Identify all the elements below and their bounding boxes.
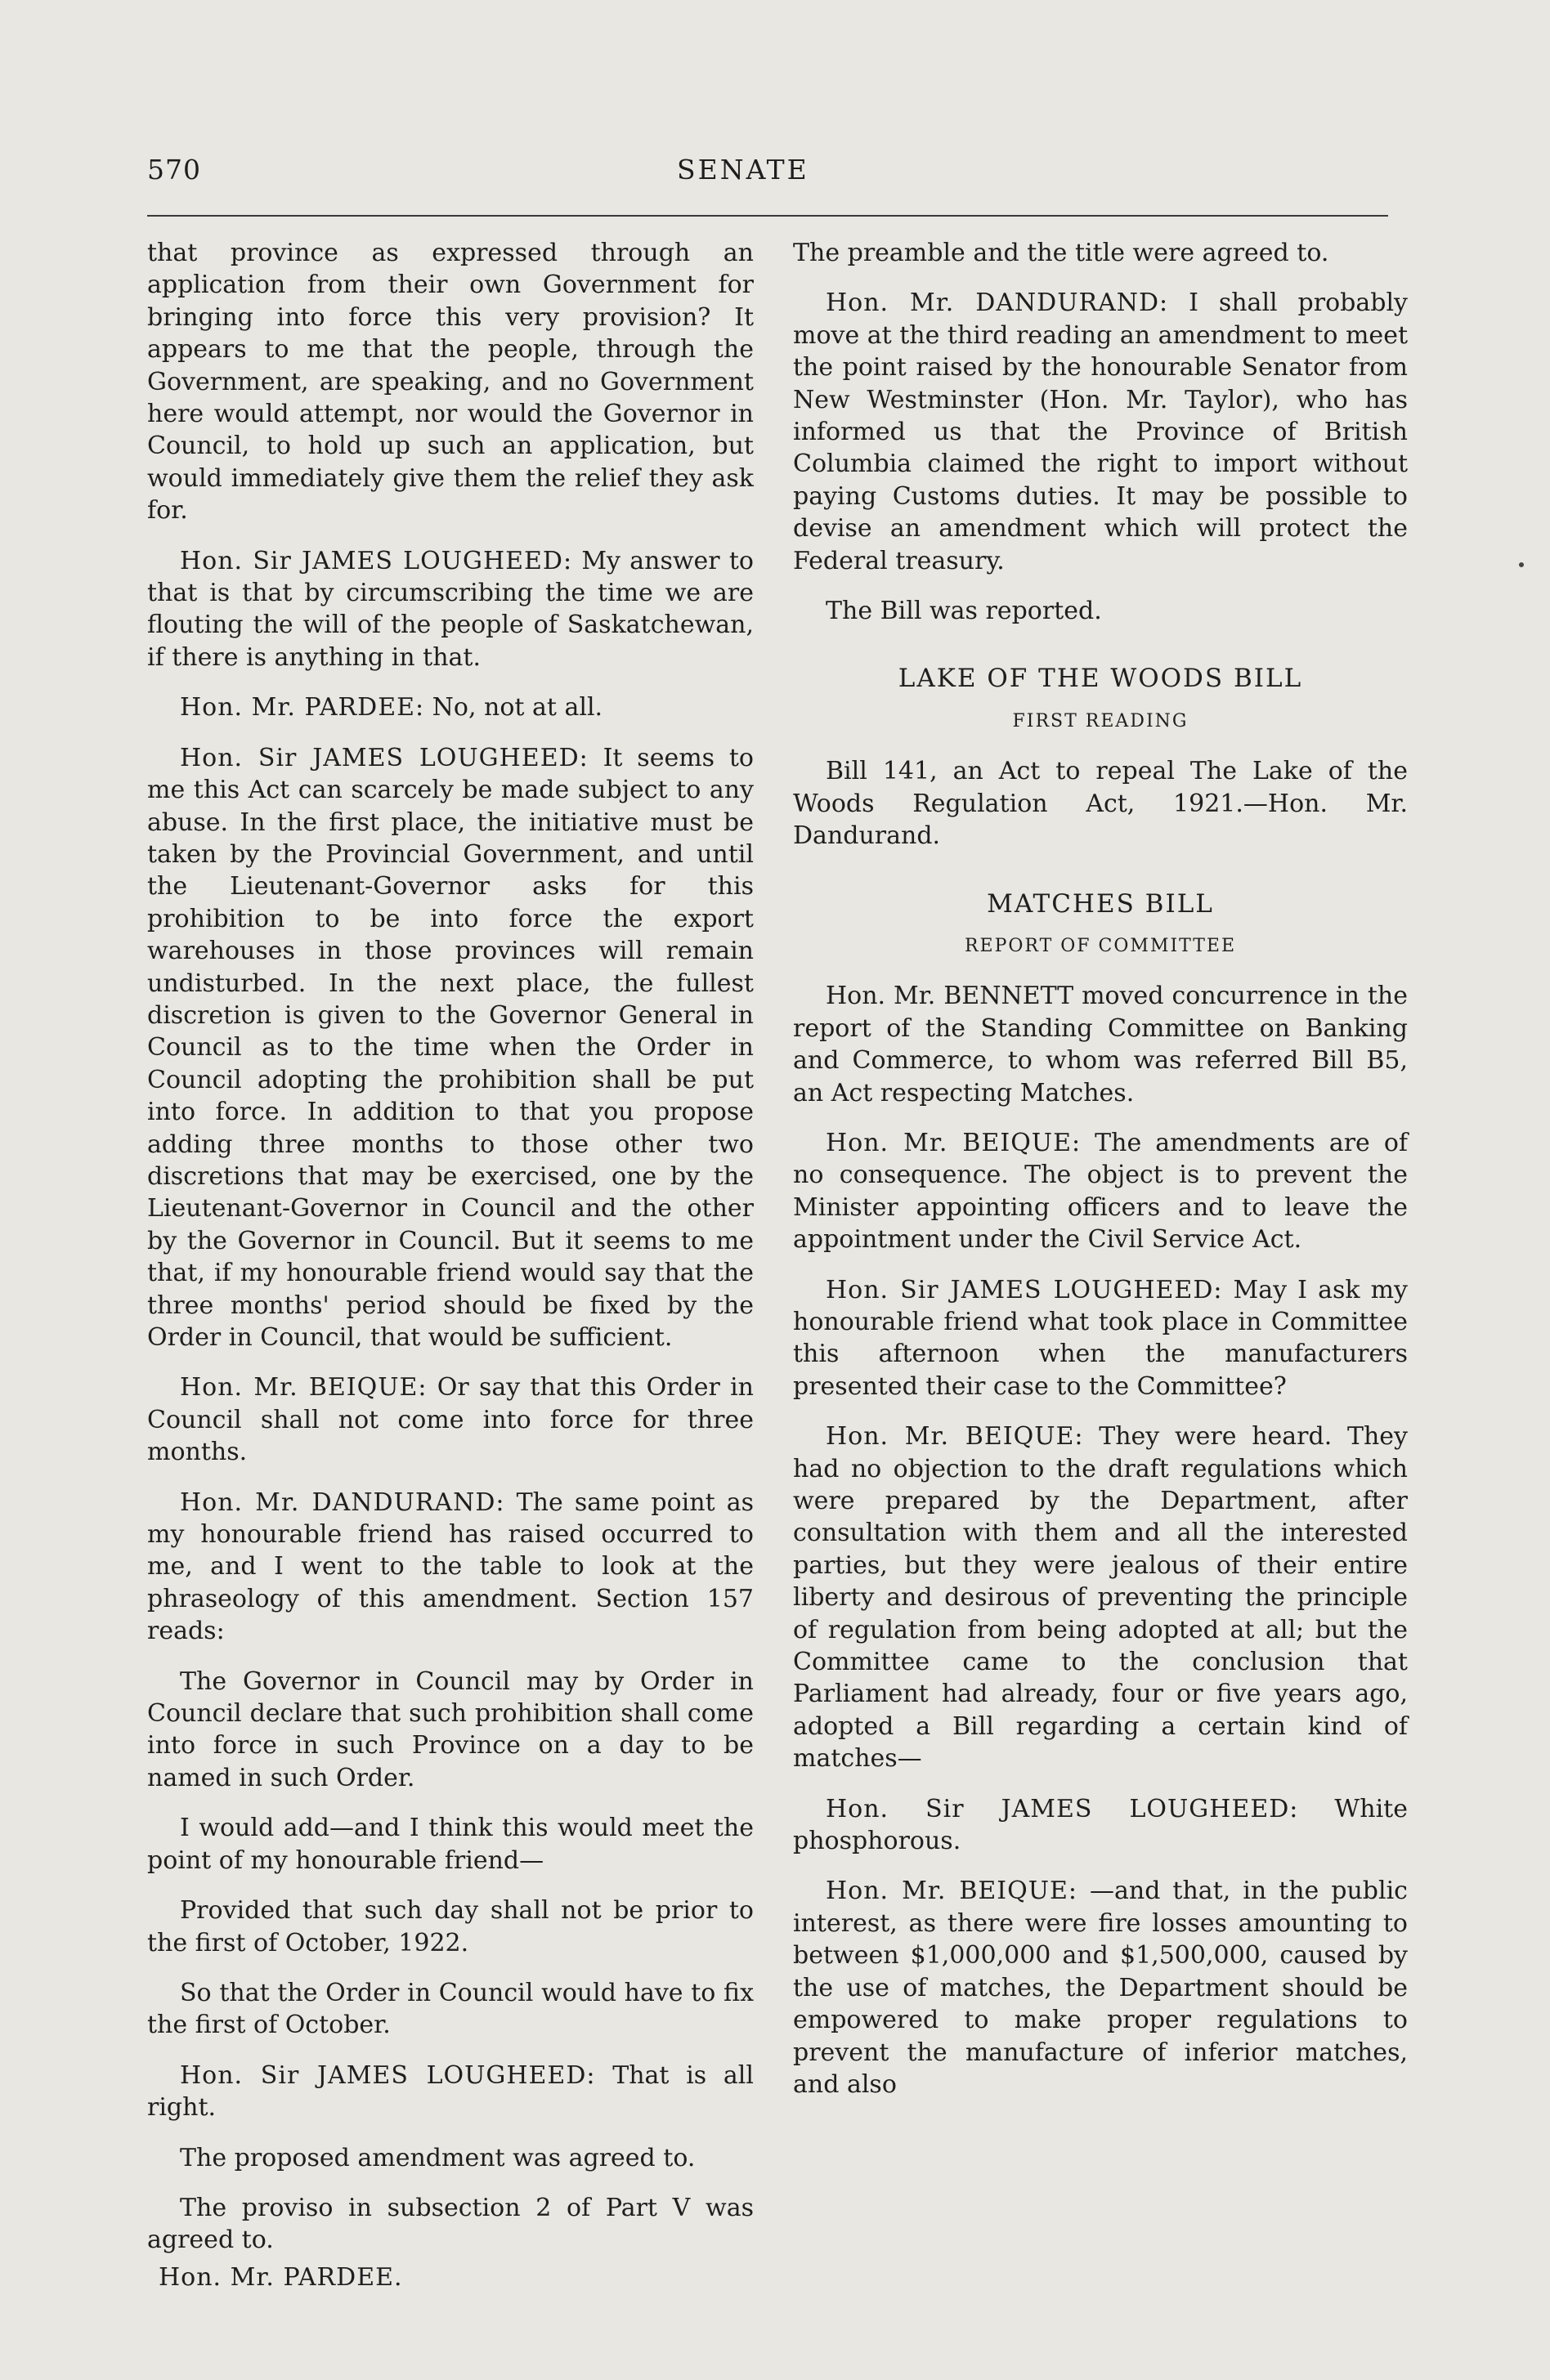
paragraph <box>793 1127 1408 1256</box>
speaker-name: Hon. Sir JAMES LOUGHEED: <box>180 743 589 772</box>
paragraph-text: It seems to me this Act can scarcely be made subject to any abuse. In the first place, the initiative must be taken by the Provincial Government, and until the Lieutenant-Governor asks for this prohibition to be into force the export warehouses in those provinces will remain undisturbed. In the next place, the fullest discretion is given to the Governor General in Council as to the time when the Order in Council adopting the prohibition shall be put into force. In addition to that you propose adding three months to those other two discretions that may be exercised, one by the Lieutenant-Governor in Council and the other by the Governor in Council. But it seems to me that, if my honourable friend would say that the three months' period should be fixed by the Order in Council, that would be sufficient. <box>147 743 754 1352</box>
paragraph: I would add—and I think this would meet the point of my honourable friend— <box>147 1814 754 1875</box>
paragraph <box>793 287 1408 577</box>
paragraph-text: —and that, in the public interest, as there were fire losses amounting to between $1,000,000 and $1,500,000, caused by the use of matches, the Department should be empowered to make proper regulations to prevent the manufacture of inferior matches, and also <box>793 1877 1408 2099</box>
paragraph <box>793 1420 1408 1774</box>
speaker-name: Hon. Mr. BEIQUE: <box>826 1128 1082 1157</box>
section-subheading: REPORT OF COMMITTEE <box>964 935 1237 956</box>
left-column <box>147 237 754 2293</box>
paragraph: The proviso in subsection 2 of Part V was agreed to. <box>147 2193 754 2255</box>
speaker-name: Hon. Sir JAMES LOUGHEED: <box>180 2060 596 2090</box>
paragraph-text: That is all right. <box>147 2060 754 2123</box>
paragraph-text: Or say that this Order in Council shall not come into force for three months. <box>147 1373 754 1467</box>
paragraph-text: The amendments are of no consequence. The object is to prevent the Minister appointing officers and to leave the appointment under the Civil Service Act. <box>793 1128 1408 1255</box>
paragraph-text: White phosphorous. <box>793 1794 1408 1856</box>
speck-mark <box>1519 562 1524 567</box>
speaker-name: Hon. Mr. BEIQUE: <box>180 1373 428 1402</box>
paragraph: The Bill was reported. <box>826 597 1102 626</box>
paragraph: Hon. Mr. BENNETT moved concurrence in the report of the Standing Committee on Banking and Commerce, to whom was referred Bill B5, an Act respecting Matches. <box>793 982 1408 1107</box>
page-header <box>147 154 1390 186</box>
quoted-text: The Governor in Council may by Order in Council declare that such prohibition shall come into force in such Province on a day to be named in such Order. <box>147 1666 754 1792</box>
speaker-name: Hon. Sir JAMES LOUGHEED: <box>826 1275 1223 1304</box>
paragraph-text: May I ask my honourable friend what took place in Committee this afternoon when the manufacturers presented their case to the Committee? <box>793 1275 1408 1401</box>
page-number: 570 <box>147 154 201 186</box>
paragraph: So that the Order in Council would have to fix the first of October. <box>147 1978 754 2040</box>
paragraph: The proposed amendment was agreed to. <box>180 2143 696 2172</box>
column-footnote: Hon. Mr. PARDEE. <box>159 2262 403 2292</box>
paragraph <box>793 1793 1408 1858</box>
paragraph <box>793 1875 1408 2100</box>
paragraph: that province as expressed through an application from their own Government for bringing into force this very provision? It appears to me that the people, through the Government, are speaking, and no Government here would attempt, nor would the Governor in Council, to hold up such an application, but would immediately give them the relief they ask for. <box>147 239 754 526</box>
paragraph <box>147 691 754 723</box>
speaker-name: Hon. Mr. DANDURAND: <box>826 289 1169 318</box>
paragraph-text: They were heard. They had no objection to the draft regulations which were prepared by the Department, after consultation with them and all the interested parties, but they were jealous of their entire liberty and desirous of preventing the principle of regulation from being adopted at all; but the Committee came to the conclusion that Parliament had already, four or five years ago, adopted a Bill regarding a certain kind of matches— <box>793 1422 1408 1774</box>
paragraph <box>147 1487 754 1648</box>
section-subheading: FIRST READING <box>1012 710 1189 731</box>
paragraph-text: My answer to that is that by circumscribing the time we are flouting the will of the people of Saskatchewan, if there is anything in that. <box>147 546 754 672</box>
header-rule <box>147 215 1388 217</box>
paragraph: Bill 141, an Act to repeal The Lake of the Woods Regulation Act, 1921.—Hon. Mr. Dandurand. <box>793 757 1408 851</box>
paragraph: The preamble and the title were agreed to. <box>793 239 1329 267</box>
right-column <box>793 237 1408 2100</box>
paragraph <box>147 2060 754 2124</box>
section-heading: LAKE OF THE WOODS BILL <box>898 664 1303 694</box>
speaker-name: Hon. Mr. BEIQUE: <box>826 1422 1084 1452</box>
speaker-name: Hon. Mr. BEIQUE: <box>826 1877 1078 1906</box>
speaker-name: Hon. Sir JAMES LOUGHEED: <box>180 546 573 575</box>
paragraph-text: No, not at all. <box>424 693 603 722</box>
paragraph-text: I shall probably move at the third reading an amendment to meet the point raised by the honourable Senator from New Westminster (Hon. Mr. Taylor), who has informed us that the Province of British Columbia claimed the right to import without paying Customs duties. It may be possible to devise an amendment which will protect the Federal treasury. <box>793 289 1408 575</box>
running-head: SENATE <box>677 154 809 186</box>
paragraph-text: The same point as my honourable friend has raised occurred to me, and I went to the table to look at the phraseology of this amendment. Section 157 reads: <box>147 1488 755 1646</box>
speaker-name: Hon. Mr. PARDEE: <box>180 693 425 722</box>
paragraph <box>147 545 754 674</box>
speaker-name: Hon. Mr. DANDURAND: <box>180 1488 505 1517</box>
paragraph <box>147 1371 754 1468</box>
section-heading: MATCHES BILL <box>987 888 1214 919</box>
quoted-text: Provided that such day shall not be prior to the first of October, 1922. <box>147 1896 754 1957</box>
speaker-name: Hon. Sir JAMES LOUGHEED: <box>826 1794 1299 1823</box>
paragraph <box>793 1274 1408 1403</box>
paragraph <box>147 742 754 1354</box>
